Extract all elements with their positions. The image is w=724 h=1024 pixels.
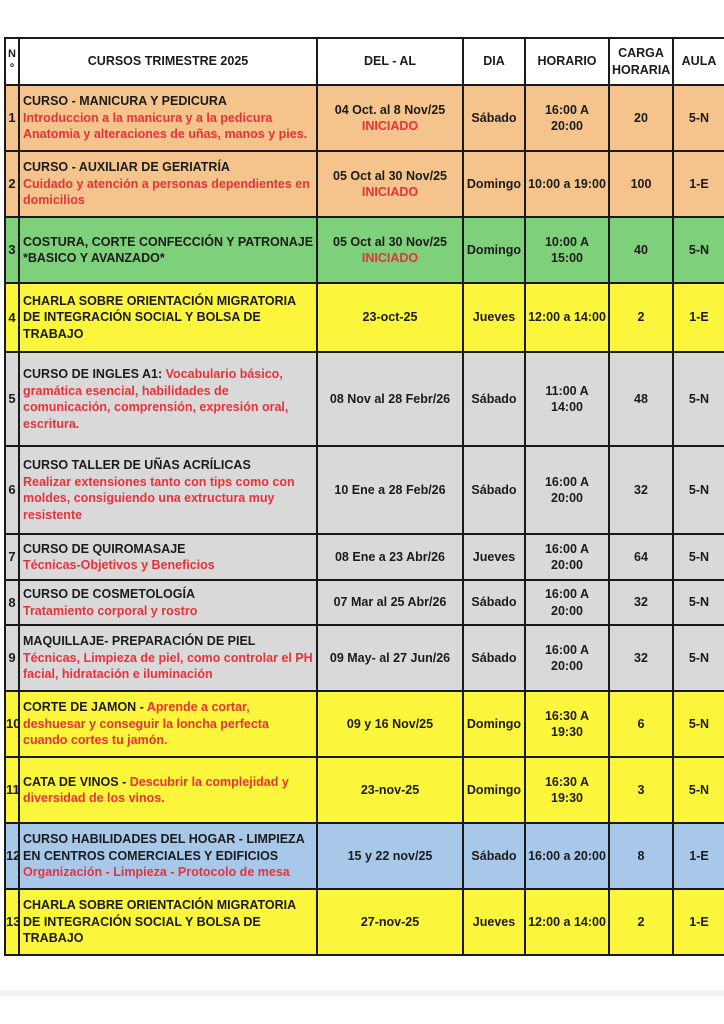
day-cell: Jueves <box>463 889 525 955</box>
room-cell: 5-N <box>673 352 724 446</box>
dates-cell <box>317 151 463 217</box>
schedule-cell: 16:00 A 20:00 <box>525 446 609 534</box>
course-dates: 23-oct-25 <box>362 310 418 325</box>
schedule-cell: 16:00 A 20:00 <box>525 625 609 691</box>
hours-cell: 3 <box>609 757 673 823</box>
hours-cell: 2 <box>609 283 673 352</box>
hours-cell: 20 <box>609 85 673 151</box>
course-dates: 08 Nov al 28 Febr/26 <box>329 391 451 406</box>
course-dates: 05 Oct al 30 Nov/25 <box>333 168 447 183</box>
table-row <box>5 691 724 757</box>
hours-cell: 48 <box>609 352 673 446</box>
course-title: CURSO DE COSMETOLOGÍA <box>23 587 196 601</box>
hours-cell: 2 <box>609 889 673 955</box>
dates-cell <box>317 889 463 955</box>
course-title: CURSO - MANICURA Y PEDICURA <box>23 94 227 109</box>
hours-cell: 6 <box>609 691 673 757</box>
table-row <box>5 151 724 217</box>
dates-cell <box>317 217 463 283</box>
room-cell: 5-N <box>673 757 724 823</box>
course-cell <box>19 823 317 889</box>
header-row <box>5 38 724 85</box>
table-row <box>5 889 724 955</box>
row-number: 4 <box>5 283 19 352</box>
course-title: CURSO HABILIDADES DEL HOGAR - LIMPIEZA EN CENTROS COMERCIALES Y EDIFICIOS <box>23 832 305 863</box>
room-cell: 5-N <box>673 534 724 580</box>
course-dates: 23-nov-25 <box>360 782 420 797</box>
room-cell: 5-N <box>673 85 724 151</box>
schedule-cell: 16:00 A 20:00 <box>525 534 609 580</box>
course-cell <box>19 757 317 823</box>
header-cursos: CURSOS TRIMESTRE 2025 <box>19 38 317 85</box>
day-cell: Domingo <box>463 217 525 283</box>
day-cell: Jueves <box>463 534 525 580</box>
room-cell: 1-E <box>673 151 724 217</box>
course-cell <box>19 151 317 217</box>
dates-cell <box>317 534 463 580</box>
schedule-cell: 11:00 A 14:00 <box>525 352 609 446</box>
day-cell: Sábado <box>463 85 525 151</box>
hours-cell: 100 <box>609 151 673 217</box>
table-row <box>5 85 724 151</box>
course-title: CURSO - AUXILIAR DE GERIATRÍA <box>23 160 230 175</box>
course-title: MAQUILLAJE- PREPARACIÓN DE PIEL <box>23 634 256 649</box>
course-title: CHARLA SOBRE ORIENTACIÓN MIGRATORIA DE INTEGRACIÓN SOCIAL Y BOLSA DE TRABAJO <box>23 898 296 946</box>
course-dates: 10 Ene a 28 Feb/26 <box>334 482 446 497</box>
course-title: CURSO DE QUIROMASAJE <box>23 541 186 556</box>
schedule-cell: 16:00 A 20:00 <box>525 85 609 151</box>
row-number: 2 <box>5 151 19 217</box>
row-number: 3 <box>5 217 19 283</box>
table-row <box>5 625 724 691</box>
course-description: Vocabulario básico, gramática esencial, habilidades de comunicación, comprensión, expresión oral, escritura. <box>23 367 289 431</box>
dates-cell <box>317 691 463 757</box>
table-row <box>5 283 724 352</box>
course-cell <box>19 352 317 446</box>
table-row <box>5 823 724 889</box>
day-cell: Domingo <box>463 151 525 217</box>
course-description: Tratamiento corporal y rostro <box>23 603 198 618</box>
room-cell: 5-N <box>673 580 724 625</box>
course-title: CURSO DE INGLES A1: <box>23 367 163 381</box>
course-cell <box>19 889 317 955</box>
row-number: 10 <box>5 691 19 757</box>
course-dates: 08 Ene a 23 Abr/26 <box>334 549 446 564</box>
course-description: Técnicas, Limpieza de piel, como controlar el PH facial, hidratación e iluminación <box>23 650 313 682</box>
room-cell: 5-N <box>673 217 724 283</box>
course-title: COSTURA, CORTE CONFECCIÓN Y PATRONAJE *BASICO Y AVANZADO* <box>23 234 314 265</box>
course-description: Organización - Limpieza - Protocolo de mesa <box>23 865 290 880</box>
table-row <box>5 217 724 283</box>
course-cell <box>19 534 317 580</box>
table-row <box>5 757 724 823</box>
hours-cell: 40 <box>609 217 673 283</box>
dates-cell <box>317 446 463 534</box>
dates-cell <box>317 352 463 446</box>
dates-cell <box>317 580 463 625</box>
course-dates: 09 y 16 Nov/25 <box>346 716 434 731</box>
course-cell <box>19 691 317 757</box>
schedule-cell: 12:00 a 14:00 <box>525 889 609 955</box>
room-cell: 5-N <box>673 446 724 534</box>
course-description: Aprende a cortar, deshuesar y conseguir la loncha perfecta cuando cortes tu jamón. <box>23 700 269 748</box>
dates-cell <box>317 283 463 352</box>
room-cell: 5-N <box>673 625 724 691</box>
hours-cell: 32 <box>609 446 673 534</box>
course-description: Introduccion a la manicura y a la pedicura Anatomia y alteraciones de uñas, manos y pies. <box>23 110 308 142</box>
course-dates: 09 May- al 27 Jun/26 <box>329 650 451 665</box>
course-schedule <box>4 37 724 956</box>
day-cell: Sábado <box>463 580 525 625</box>
day-cell: Sábado <box>463 823 525 889</box>
status-label: INICIADO <box>361 119 419 133</box>
course-dates: 07 Mar al 25 Abr/26 <box>333 595 447 610</box>
header-aula: AULA <box>673 38 724 85</box>
day-cell: Jueves <box>463 283 525 352</box>
course-dates: 04 Oct. al 8 Nov/25 <box>334 102 446 117</box>
course-cell <box>19 85 317 151</box>
table-row <box>5 534 724 580</box>
course-title: CORTE DE JAMON - <box>23 700 144 715</box>
header-del-al: DEL - AL <box>317 38 463 85</box>
row-number: 8 <box>5 580 19 625</box>
status-label: INICIADO <box>361 251 419 265</box>
course-dates: 05 Oct al 30 Nov/25 <box>333 234 447 249</box>
hours-cell: 32 <box>609 625 673 691</box>
schedule-cell: 16:30 A 19:30 <box>525 691 609 757</box>
room-cell: 1-E <box>673 823 724 889</box>
schedule-cell: 10:00 a 19:00 <box>525 151 609 217</box>
table-row <box>5 580 724 625</box>
schedule-cell: 16:30 A 19:30 <box>525 757 609 823</box>
course-cell <box>19 580 317 625</box>
header-carga: CARGA HORARIA <box>609 38 673 85</box>
schedule-cell: 16:00 a 20:00 <box>525 823 609 889</box>
row-number: 9 <box>5 625 19 691</box>
course-dates: 27-nov-25 <box>360 914 420 929</box>
header-n: N º <box>5 38 19 85</box>
row-number: 7 <box>5 534 19 580</box>
schedule-cell: 16:00 A 20:00 <box>525 580 609 625</box>
day-cell: Sábado <box>463 446 525 534</box>
day-cell: Sábado <box>463 352 525 446</box>
day-cell: Domingo <box>463 691 525 757</box>
row-number: 6 <box>5 446 19 534</box>
course-title: CHARLA SOBRE ORIENTACIÓN MIGRATORIA DE INTEGRACIÓN SOCIAL Y BOLSA DE TRABAJO <box>23 293 296 341</box>
row-number: 11 <box>5 757 19 823</box>
header-dia: DIA <box>463 38 525 85</box>
course-title: CATA DE VINOS - <box>23 774 127 789</box>
course-cell <box>19 446 317 534</box>
day-cell: Sábado <box>463 625 525 691</box>
dates-cell <box>317 823 463 889</box>
dates-cell <box>317 625 463 691</box>
room-cell: 1-E <box>673 889 724 955</box>
table-row <box>5 446 724 534</box>
course-description: Técnicas-Objetivos y Beneficios <box>23 558 215 572</box>
course-cell <box>19 217 317 283</box>
hours-cell: 64 <box>609 534 673 580</box>
course-cell <box>19 625 317 691</box>
row-number: 5 <box>5 352 19 446</box>
row-number: 13 <box>5 889 19 955</box>
row-number: 12 <box>5 823 19 889</box>
course-description: Realizar extensiones tanto con tips como con moldes, consiguiendo una extructura muy resistente <box>23 474 295 522</box>
dates-cell <box>317 757 463 823</box>
row-number: 1 <box>5 85 19 151</box>
schedule-cell: 12:00 a 14:00 <box>525 283 609 352</box>
course-table <box>4 37 724 956</box>
status-label: INICIADO <box>361 185 419 199</box>
hours-cell: 32 <box>609 580 673 625</box>
room-cell: 1-E <box>673 283 724 352</box>
course-title: CURSO TALLER DE UÑAS ACRÍLICAS <box>23 458 251 472</box>
course-dates: 15 y 22 nov/25 <box>347 848 433 863</box>
hours-cell: 8 <box>609 823 673 889</box>
day-cell: Domingo <box>463 757 525 823</box>
schedule-cell: 10:00 A 15:00 <box>525 217 609 283</box>
course-description: Descubrir la complejidad y diversidad de los vinos. <box>23 774 289 805</box>
page-bottom-band <box>0 990 724 996</box>
course-cell <box>19 283 317 352</box>
course-description: Cuidado y atención a personas dependientes en domicilios <box>23 176 310 208</box>
header-horario: HORARIO <box>525 38 609 85</box>
room-cell: 5-N <box>673 691 724 757</box>
dates-cell <box>317 85 463 151</box>
table-row <box>5 352 724 446</box>
